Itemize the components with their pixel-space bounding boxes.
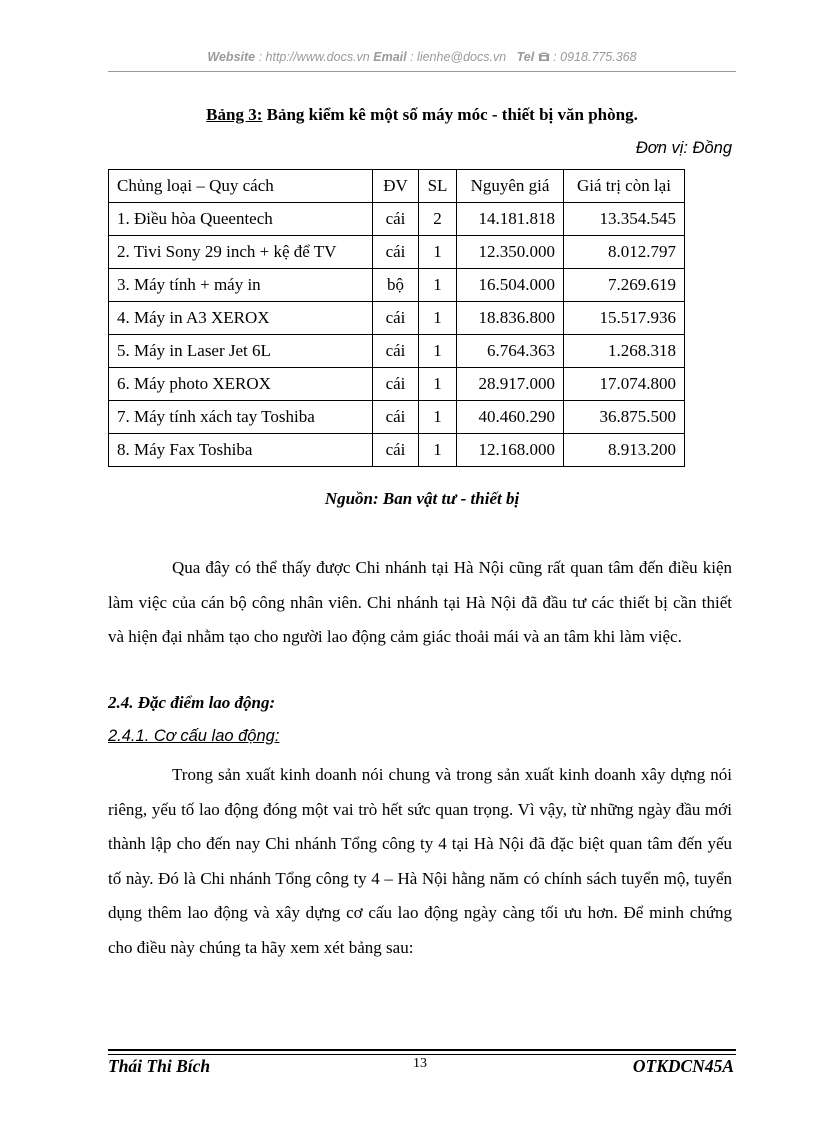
table-row xyxy=(109,401,685,434)
column-header: ĐV xyxy=(373,170,419,203)
table-cell: 13.354.545 xyxy=(564,203,685,236)
table-cell: 1. Điều hòa Queentech xyxy=(109,203,373,236)
table-row xyxy=(109,269,685,302)
table-cell: cái xyxy=(373,236,419,269)
table-cell: 40.460.290 xyxy=(457,401,564,434)
footer-author: Thái Thi Bích xyxy=(108,1056,211,1076)
table-title-label: Bảng 3: xyxy=(206,105,263,124)
table-cell: 4. Máy in A3 XEROX xyxy=(109,302,373,335)
inventory-table xyxy=(108,169,685,467)
column-header: Chủng loại – Quy cách xyxy=(109,170,373,203)
table-row xyxy=(109,203,685,236)
table-cell: 16.504.000 xyxy=(457,269,564,302)
section-heading: 2.4. Đặc điểm lao động: xyxy=(108,693,276,712)
table-cell: 1 xyxy=(419,269,457,302)
table-cell: cái xyxy=(373,434,419,467)
table-cell: 1 xyxy=(419,236,457,269)
table-cell: bộ xyxy=(373,269,419,302)
website-value: : http://www.docs.vn xyxy=(258,50,370,64)
table-row xyxy=(109,236,685,269)
paragraph-2-text: Trong sản xuất kinh doanh nói chung và trong sản xuất kinh doanh xây dựng nói riêng, yếu tố lao động đóng một vai trò hết sức quan trọng. Vì vậy, từ những ngày đầu mới thành lập cho đến nay Chi nhánh Tổng công ty 4 tại Hà Nội đã đặc biệt quan tâm đến yếu tố này. Đó là Chi nhánh Tổng công ty 4 – Hà Nội hằng năm có chính sách tuyển mộ, tuyển dụng thêm lao động và xây dựng cơ cấu lao động ngày càng tối ưu hơn. Để minh chứng cho điều này chúng ta hãy xem xét bảng sau: xyxy=(108,765,732,957)
table-cell: 36.875.500 xyxy=(564,401,685,434)
paragraph-2 xyxy=(108,758,732,965)
table-row xyxy=(109,368,685,401)
table-cell: 6. Máy photo XEROX xyxy=(109,368,373,401)
table-cell: 2 xyxy=(419,203,457,236)
table-cell: 2. Tivi Sony 29 inch + kệ để TV xyxy=(109,236,373,269)
table-cell: 8. Máy Fax Toshiba xyxy=(109,434,373,467)
table-cell: 6.764.363 xyxy=(457,335,564,368)
table-row xyxy=(109,302,685,335)
table-cell: 17.074.800 xyxy=(564,368,685,401)
table-cell: 1 xyxy=(419,401,457,434)
footer-code: OTKDCN45A xyxy=(632,1056,734,1076)
table-cell: 1 xyxy=(419,302,457,335)
table-cell: 1 xyxy=(419,434,457,467)
table-row xyxy=(109,335,685,368)
table-cell: 15.517.936 xyxy=(564,302,685,335)
table-cell: 12.350.000 xyxy=(457,236,564,269)
column-header: Nguyên giá xyxy=(457,170,564,203)
table-source: Nguồn: Ban vật tư - thiết bị xyxy=(324,489,520,508)
table-row xyxy=(109,434,685,467)
table-cell: cái xyxy=(373,302,419,335)
email-label: Email xyxy=(373,50,407,64)
page-header xyxy=(108,50,736,64)
tel-label: Tel xyxy=(516,50,535,64)
table-cell: 3. Máy tính + máy in xyxy=(109,269,373,302)
table-cell: cái xyxy=(373,203,419,236)
table-title-text: Bảng kiểm kê một số máy móc - thiết bị văn phòng. xyxy=(266,105,638,124)
table-cell: 5. Máy in Laser Jet 6L xyxy=(109,335,373,368)
table-cell: 12.168.000 xyxy=(457,434,564,467)
table-cell: 1 xyxy=(419,335,457,368)
table-cell: 28.917.000 xyxy=(457,368,564,401)
footer-divider-thin xyxy=(108,1054,736,1055)
subsection-heading: 2.4.1. Cơ cấu lao động: xyxy=(108,727,280,745)
tel-value: : 0918.775.368 xyxy=(553,50,637,64)
unit-note: Đơn vị: Đồng xyxy=(635,139,732,157)
page-number: 13 xyxy=(413,1056,427,1071)
phone-icon xyxy=(538,50,550,64)
email-value: : lienhe@docs.vn xyxy=(410,50,507,64)
table-cell: 1.268.318 xyxy=(564,335,685,368)
table-header-row xyxy=(109,170,685,203)
table-cell: 1 xyxy=(419,368,457,401)
table-cell: 8.012.797 xyxy=(564,236,685,269)
table-cell: 8.913.200 xyxy=(564,434,685,467)
table-cell: cái xyxy=(373,335,419,368)
column-header: SL xyxy=(419,170,457,203)
table-cell: 7. Máy tính xách tay Toshiba xyxy=(109,401,373,434)
table-title xyxy=(108,105,736,125)
table-cell: 14.181.818 xyxy=(457,203,564,236)
paragraph-1 xyxy=(108,551,732,655)
table-cell: cái xyxy=(373,401,419,434)
column-header: Giá trị còn lại xyxy=(564,170,685,203)
website-label: Website xyxy=(207,50,256,64)
table-cell: 18.836.800 xyxy=(457,302,564,335)
table-cell: cái xyxy=(373,368,419,401)
footer-divider-thick xyxy=(108,1049,736,1051)
table-cell: 7.269.619 xyxy=(564,269,685,302)
header-divider xyxy=(108,71,736,72)
paragraph-1-text: Qua đây có thể thấy được Chi nhánh tại Hà Nội cũng rất quan tâm đến điều kiện làm việc của cán bộ công nhân viên. Chi nhánh tại Hà Nội đã đầu tư các thiết bị cần thiết và hiện đại nhằm tạo cho người lao động cảm giác thoải mái và an tâm khi làm việc. xyxy=(108,558,732,646)
